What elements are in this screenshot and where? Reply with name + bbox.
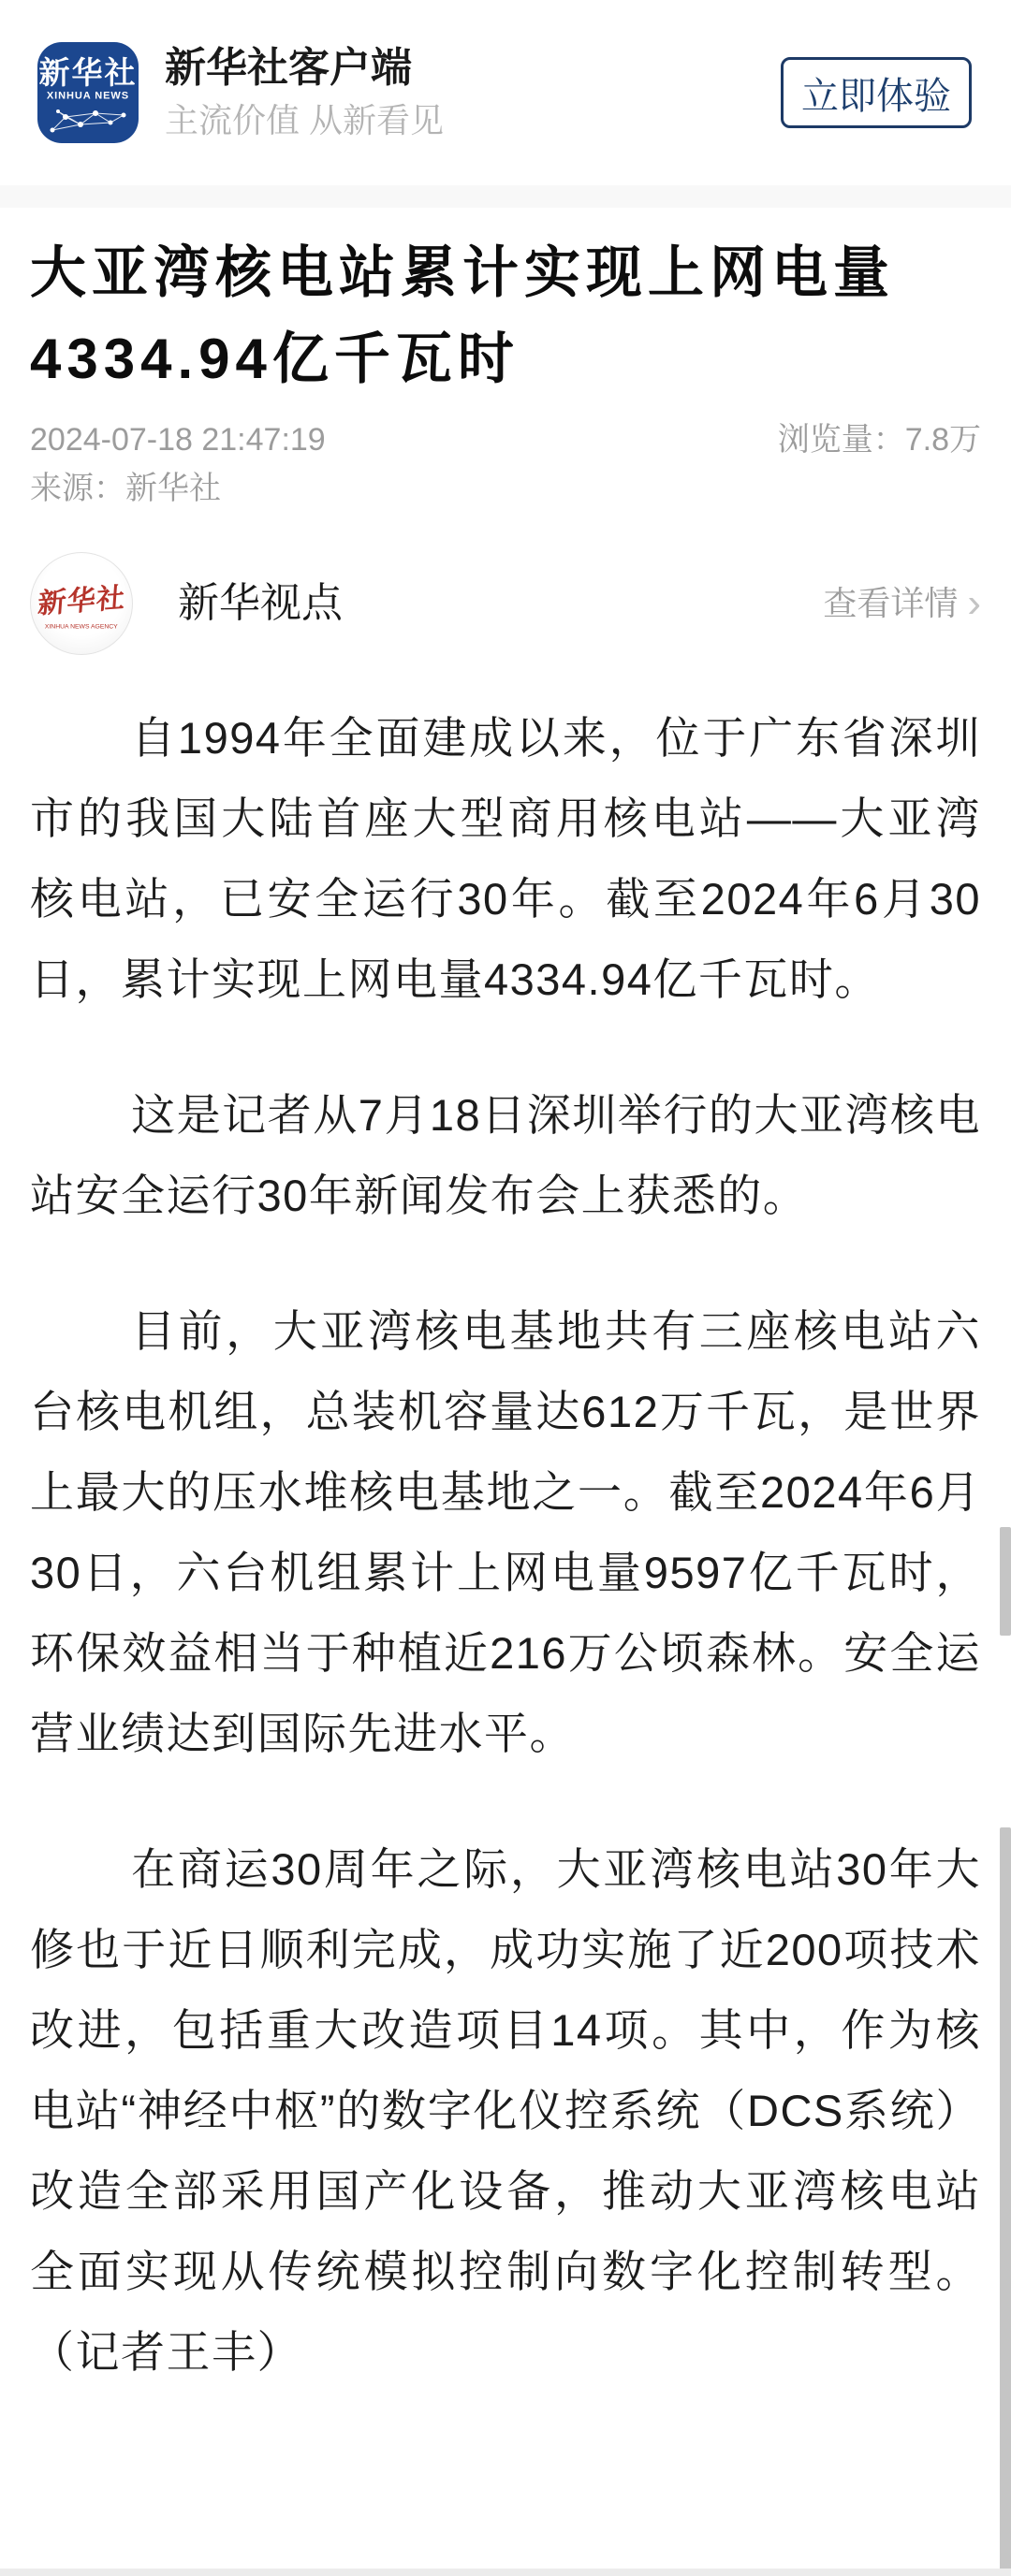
app-title: 新华社客户端 [165, 45, 412, 91]
article-body [30, 698, 981, 2393]
header-divider [0, 185, 1011, 208]
scrollbar-thumb[interactable] [1000, 1527, 1011, 1636]
article-source-row [30, 472, 981, 505]
app-subtitle: 主流价值 从新看见 [165, 101, 445, 139]
article-title: 大亚湾核电站累计实现上网电量4334.94亿千瓦时 [30, 241, 895, 390]
xinhua-app-logo-icon [37, 42, 139, 143]
app-header [0, 0, 1011, 185]
open-app-cta-button[interactable]: 立即体验 [781, 57, 972, 128]
xinhua-agency-seal-avatar [30, 552, 133, 655]
seal-text-cn: 新华社 [36, 582, 126, 619]
source-label: 来源：新华社 [30, 471, 221, 506]
view-count: 浏览量：7.8万 [777, 422, 981, 458]
paragraph: 目前，大亚湾核电基地共有三座核电站六台核电机组，总装机容量达612万千瓦，是世界上最大的压水堆核电基地之一。截至2024年6月30日，六台机组累计上网电量9597亿千瓦时，环保效益相当于种植近216万公顷森林。安全运营业绩达到国际先进水平。 [30, 1306, 981, 1758]
chevron-right-icon: › [967, 580, 981, 626]
logo-text-en: XINHUA NEWS [46, 89, 130, 102]
view-details-link[interactable] [823, 580, 981, 626]
publish-time: 2024-07-18 21:47:19 [30, 422, 326, 458]
paragraph: 这是记者从7月18日深圳举行的大亚湾核电站安全运行30年新闻发布会上获悉的。 [30, 1090, 981, 1220]
byline-account-name: 新华视点 [178, 580, 343, 626]
paragraph: 自1994年全面建成以来，位于广东省深圳市的我国大陆首座大型商用核电站——大亚湾核电站，已安全运行30年。截至2024年6月30日，累计实现上网电量4334.94亿千瓦时。 [30, 713, 981, 1004]
article-content [0, 230, 1011, 2393]
network-pattern-icon [49, 106, 127, 134]
bottom-edge-band [0, 2569, 1011, 2576]
view-details-label: 查看详情 [823, 584, 959, 622]
scrollbar-thumb[interactable] [1000, 1827, 1011, 2576]
byline-row [30, 552, 981, 655]
seal-text-en: XINHUA NEWS AGENCY [45, 622, 118, 630]
logo-text-cn: 新华社 [38, 55, 138, 90]
article-meta-row [30, 423, 981, 457]
paragraph: 在商运30周年之际，大亚湾核电站30年大修也于近日顺利完成，成功实施了近200项技术改进，包括重大改造项目14项。其中，作为核电站“神经中枢”的数字化仪控系统（DCS系统）改造全部采用国产化设备，推动大亚湾核电站全面实现从传统模拟控制向数字化控制转型。（记者王丰） [30, 1844, 981, 2377]
app-title-block [165, 44, 781, 141]
